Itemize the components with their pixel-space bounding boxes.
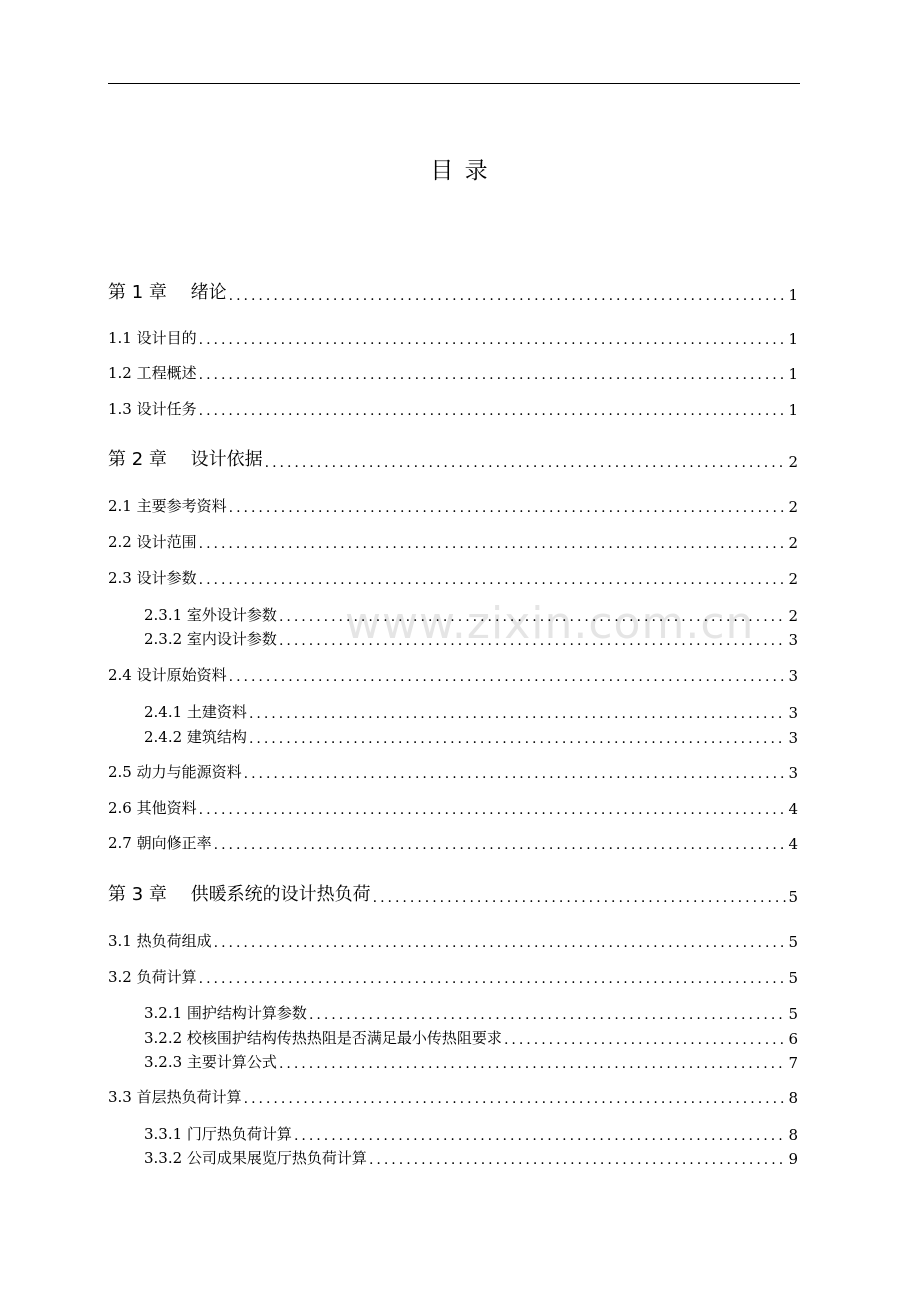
toc-chapter-1[interactable] (108, 276, 798, 304)
toc-dot-leader (229, 288, 787, 304)
toc-page-number: 8 (788, 1126, 798, 1144)
toc-label: 1.1 设计目的 (108, 329, 197, 347)
toc-label: 第 3 章 供暖系统的设计热负荷 (108, 884, 371, 905)
toc-page-number: 5 (788, 933, 798, 951)
toc-page-number: 4 (788, 835, 798, 853)
toc-section-1-3[interactable] (108, 395, 798, 419)
toc-dot-leader (244, 766, 787, 782)
toc-section-2-2[interactable] (108, 528, 798, 552)
toc-label: 第 1 章 绪论 (108, 282, 227, 303)
toc-label: 2.3.2 室内设计参数 (144, 630, 277, 648)
toc-label: 2.7 朝向修正率 (108, 834, 212, 852)
toc-dot-leader (309, 1007, 787, 1023)
toc-dot-leader (199, 536, 787, 552)
toc-dot-leader (199, 367, 787, 383)
toc-page-number: 8 (788, 1089, 798, 1107)
toc-subsection-2-4-2[interactable] (144, 723, 798, 747)
toc-section-3-3[interactable] (108, 1083, 798, 1107)
toc-dot-leader (249, 731, 787, 747)
toc-page-number: 2 (788, 534, 798, 552)
toc-chapter-2[interactable] (108, 443, 798, 471)
header-rule (108, 83, 800, 84)
toc-label: 2.4.2 建筑结构 (144, 728, 247, 746)
toc-section-3-2[interactable] (108, 963, 798, 987)
toc-subsection-2-4-1[interactable] (144, 698, 798, 722)
toc-page-number: 2 (788, 570, 798, 588)
toc-dot-leader (199, 403, 787, 419)
toc-page-number: 1 (788, 330, 798, 348)
toc-subsection-3-3-2[interactable] (144, 1144, 798, 1168)
toc-section-1-2[interactable] (108, 359, 798, 383)
toc-dot-leader (199, 572, 787, 588)
toc-subsection-3-3-1[interactable] (144, 1120, 798, 1144)
toc-label: 1.3 设计任务 (108, 400, 197, 418)
toc-page-number: 5 (788, 888, 798, 906)
toc-label: 3.2.1 围护结构计算参数 (144, 1004, 307, 1022)
toc-label: 2.5 动力与能源资料 (108, 763, 242, 781)
toc-label: 3.2.3 主要计算公式 (144, 1053, 277, 1071)
toc-subsection-3-2-3[interactable] (144, 1048, 798, 1072)
toc-page-number: 2 (788, 453, 798, 471)
toc-page-number: 7 (788, 1054, 798, 1072)
toc-label: 3.2.2 校核围护结构传热热阻是否满足最小传热阻要求 (144, 1029, 502, 1047)
toc-dot-leader (199, 971, 787, 987)
toc-page-number: 2 (788, 607, 798, 625)
toc-page-number: 6 (788, 1030, 798, 1048)
toc-dot-leader (249, 706, 787, 722)
toc-subsection-2-3-2[interactable] (144, 625, 798, 649)
toc-label: 2.6 其他资料 (108, 799, 197, 817)
toc-section-1-1[interactable] (108, 324, 798, 348)
toc-label: 2.3.1 室外设计参数 (144, 606, 277, 624)
toc-label: 1.2 工程概述 (108, 364, 197, 382)
toc-label: 3.2 负荷计算 (108, 968, 197, 986)
toc-label: 3.3.1 门厅热负荷计算 (144, 1125, 292, 1143)
toc-label: 3.3 首层热负荷计算 (108, 1088, 242, 1106)
toc-section-2-3[interactable] (108, 564, 798, 588)
toc-dot-leader (199, 332, 787, 348)
toc-page-number: 1 (788, 286, 798, 304)
toc-dot-leader (265, 455, 787, 471)
toc-label: 2.4.1 土建资料 (144, 703, 247, 721)
toc-dot-leader (279, 633, 787, 649)
toc-chapter-3[interactable] (108, 878, 798, 906)
toc-subsection-2-3-1[interactable] (144, 601, 798, 625)
toc-page-number: 3 (788, 729, 798, 747)
toc-page-number: 3 (788, 667, 798, 685)
toc-page-number: 1 (788, 401, 798, 419)
toc-dot-leader (294, 1128, 787, 1144)
toc-dot-leader (504, 1032, 787, 1048)
toc-label: 2.4 设计原始资料 (108, 666, 227, 684)
toc-label: 3.1 热负荷组成 (108, 932, 212, 950)
toc-section-2-4[interactable] (108, 661, 798, 685)
toc-dot-leader (373, 890, 787, 906)
toc-subsection-3-2-2[interactable] (144, 1024, 798, 1048)
toc-subsection-3-2-1[interactable] (144, 999, 798, 1023)
toc-section-2-1[interactable] (108, 492, 798, 516)
toc-page-number: 1 (788, 365, 798, 383)
toc-section-2-6[interactable] (108, 794, 798, 818)
toc-label: 2.2 设计范围 (108, 533, 197, 551)
toc-dot-leader (279, 1056, 787, 1072)
watermark-text: www.zixin.com.cn (345, 598, 755, 649)
toc-dot-leader (369, 1152, 787, 1168)
toc-page-number: 4 (788, 800, 798, 818)
toc-page-number: 3 (788, 704, 798, 722)
toc-section-2-5[interactable] (108, 758, 798, 782)
toc-page-number: 2 (788, 498, 798, 516)
toc-page-number: 9 (788, 1150, 798, 1168)
toc-dot-leader (229, 500, 787, 516)
toc-label: 2.1 主要参考资料 (108, 497, 227, 515)
toc-section-3-1[interactable] (108, 927, 798, 951)
toc-label: 3.3.2 公司成果展览厅热负荷计算 (144, 1149, 367, 1167)
toc-dot-leader (199, 802, 787, 818)
toc-page-number: 5 (788, 969, 798, 987)
toc-dot-leader (244, 1091, 787, 1107)
toc-page-number: 3 (788, 631, 798, 649)
toc-dot-leader (214, 935, 787, 951)
toc-label: 2.3 设计参数 (108, 569, 197, 587)
toc-section-2-7[interactable] (108, 829, 798, 853)
toc-dot-leader (279, 609, 787, 625)
toc-dot-leader (229, 669, 787, 685)
toc-page-number: 3 (788, 764, 798, 782)
page-title: 目 录 (430, 158, 490, 184)
toc-page-number: 5 (788, 1005, 798, 1023)
toc-dot-leader (214, 837, 787, 853)
toc-label: 第 2 章 设计依据 (108, 449, 263, 470)
